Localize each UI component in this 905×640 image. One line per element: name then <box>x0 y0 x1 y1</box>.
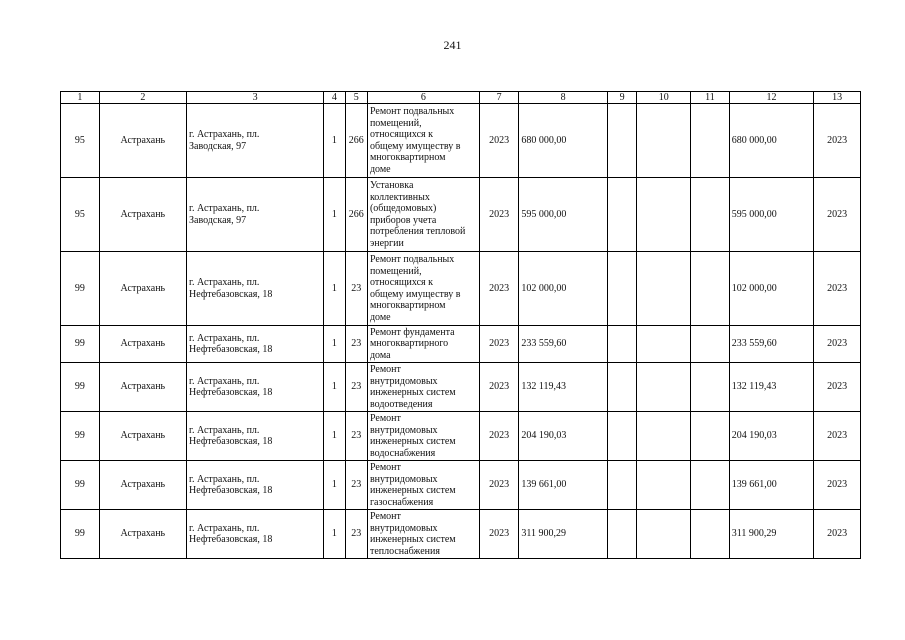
empty-cell <box>607 104 636 178</box>
address-line: Нефтебазовская, 18 <box>189 436 273 447</box>
year-cell: 2023 <box>479 461 519 510</box>
work-type-line: внутридомовых <box>369 522 438 534</box>
object-number: 99 <box>61 412 100 461</box>
empty-cell <box>637 363 691 412</box>
cost-total: 233 559,60 <box>519 326 607 363</box>
work-type-line: многоквартирного <box>369 338 449 350</box>
work-type-line: Ремонт подвальных <box>369 106 455 117</box>
work-type <box>367 412 479 461</box>
empty-cell <box>607 461 636 510</box>
header-cell: 4 <box>324 92 345 104</box>
empty-cell <box>691 510 730 559</box>
address-line: г. Астрахань, пл. <box>189 277 260 288</box>
count-cell: 1 <box>324 326 345 363</box>
code-cell: 23 <box>345 363 367 412</box>
object-number: 95 <box>61 104 100 178</box>
count-cell: 1 <box>324 252 345 326</box>
table-row <box>61 252 861 326</box>
object-number: 99 <box>61 510 100 559</box>
year-cell: 2023 <box>479 178 519 252</box>
municipality: Астрахань <box>99 510 186 559</box>
object-number: 99 <box>61 363 100 412</box>
header-cell: 11 <box>691 92 730 104</box>
table-row <box>61 178 861 252</box>
count-cell: 1 <box>324 104 345 178</box>
header-cell: 9 <box>607 92 636 104</box>
table-row <box>61 461 861 510</box>
work-type <box>367 363 479 412</box>
table-row <box>61 510 861 559</box>
work-type-line: помещений, <box>369 117 422 129</box>
empty-cell <box>637 178 691 252</box>
work-type-line: Ремонт <box>369 511 401 522</box>
header-cell: 13 <box>814 92 861 104</box>
empty-cell <box>637 461 691 510</box>
empty-cell <box>607 326 636 363</box>
address-line: Нефтебазовская, 18 <box>189 344 273 355</box>
year-cell: 2023 <box>479 252 519 326</box>
empty-cell <box>607 510 636 559</box>
cost-fund: 680 000,00 <box>729 104 813 178</box>
empty-cell <box>607 178 636 252</box>
empty-cell <box>691 104 730 178</box>
cost-fund: 139 661,00 <box>729 461 813 510</box>
municipality: Астрахань <box>99 461 186 510</box>
cost-total: 595 000,00 <box>519 178 607 252</box>
empty-cell <box>691 178 730 252</box>
empty-cell <box>637 252 691 326</box>
object-number: 99 <box>61 252 100 326</box>
address-cell <box>187 461 324 510</box>
work-type-line: доме <box>369 163 391 175</box>
code-cell: 23 <box>345 412 367 461</box>
work-type-line: потребления тепловой <box>369 226 466 237</box>
work-type-line: теплоснабжения <box>369 545 440 557</box>
cost-fund: 132 119,43 <box>729 363 813 412</box>
header-cell: 8 <box>519 92 607 104</box>
address-cell <box>187 178 324 252</box>
header-cell: 10 <box>637 92 691 104</box>
work-type-line: многоквартирном <box>369 152 446 163</box>
cost-fund: 311 900,29 <box>729 510 813 559</box>
cost-total: 132 119,43 <box>519 363 607 412</box>
address-cell <box>187 326 324 363</box>
work-type-line: доме <box>369 311 391 323</box>
object-number: 99 <box>61 461 100 510</box>
work-type-line: Ремонт <box>369 364 401 375</box>
work-type-line: внутридомовых <box>369 424 438 436</box>
empty-cell <box>637 104 691 178</box>
address-cell <box>187 252 324 326</box>
code-cell: 23 <box>345 510 367 559</box>
address-line: г. Астрахань, пл. <box>189 522 260 534</box>
register-table <box>60 91 861 559</box>
empty-cell <box>607 252 636 326</box>
table-row <box>61 104 861 178</box>
work-type-line: внутридомовых <box>369 375 438 387</box>
header-cell: 5 <box>345 92 367 104</box>
code-cell: 23 <box>345 461 367 510</box>
count-cell: 1 <box>324 412 345 461</box>
work-type-line: коллективных <box>369 191 430 203</box>
empty-cell <box>607 363 636 412</box>
work-type-line: многоквартирном <box>369 300 446 311</box>
year-cell: 2023 <box>479 104 519 178</box>
table-row <box>61 326 861 363</box>
cost-total: 680 000,00 <box>519 104 607 178</box>
work-type-line: инженерных систем <box>369 387 456 398</box>
empty-cell <box>637 326 691 363</box>
cost-total: 204 190,03 <box>519 412 607 461</box>
completion-year: 2023 <box>814 326 861 363</box>
address-line: Заводская, 97 <box>189 214 247 226</box>
work-type-line: относящихся к <box>369 129 433 140</box>
completion-year: 2023 <box>814 363 861 412</box>
empty-cell <box>637 412 691 461</box>
count-cell: 1 <box>324 461 345 510</box>
work-type-line: энергии <box>369 237 404 249</box>
count-cell: 1 <box>324 510 345 559</box>
work-type-line: инженерных систем <box>369 485 456 496</box>
cost-total: 139 661,00 <box>519 461 607 510</box>
work-type <box>367 178 479 252</box>
header-cell: 2 <box>99 92 186 104</box>
completion-year: 2023 <box>814 510 861 559</box>
header-cell: 12 <box>729 92 813 104</box>
address-line: г. Астрахань, пл. <box>189 332 260 344</box>
address-cell <box>187 363 324 412</box>
completion-year: 2023 <box>814 252 861 326</box>
work-type-line: общему имуществу в <box>369 288 461 300</box>
municipality: Астрахань <box>99 326 186 363</box>
work-type-line: Ремонт <box>369 462 401 473</box>
year-cell: 2023 <box>479 412 519 461</box>
empty-cell <box>607 412 636 461</box>
cost-fund: 102 000,00 <box>729 252 813 326</box>
work-type <box>367 461 479 510</box>
completion-year: 2023 <box>814 412 861 461</box>
work-type-line: общему имуществу в <box>369 140 461 152</box>
cost-fund: 595 000,00 <box>729 178 813 252</box>
work-type-line: помещений, <box>369 265 422 277</box>
empty-cell <box>691 461 730 510</box>
work-type-line: инженерных систем <box>369 436 456 447</box>
work-type <box>367 104 479 178</box>
year-cell: 2023 <box>479 510 519 559</box>
object-number: 99 <box>61 326 100 363</box>
table-row <box>61 412 861 461</box>
address-line: г. Астрахань, пл. <box>189 375 260 387</box>
header-cell: 3 <box>187 92 324 104</box>
empty-cell <box>691 326 730 363</box>
address-line: Нефтебазовская, 18 <box>189 387 273 398</box>
work-type-line: Ремонт подвальных <box>369 254 455 265</box>
completion-year: 2023 <box>814 104 861 178</box>
work-type-line: относящихся к <box>369 277 433 288</box>
table-row <box>61 363 861 412</box>
work-type-line: Ремонт <box>369 413 401 424</box>
header-cell: 6 <box>367 92 479 104</box>
work-type-line: водоснабжения <box>369 447 436 459</box>
header-cell: 7 <box>479 92 519 104</box>
count-cell: 1 <box>324 178 345 252</box>
work-type-line: Ремонт фундамента <box>369 326 455 338</box>
municipality: Астрахань <box>99 412 186 461</box>
work-type <box>367 326 479 363</box>
work-type-line: приборов учета <box>369 214 437 226</box>
page-number: 241 <box>443 38 462 52</box>
empty-cell <box>691 363 730 412</box>
completion-year: 2023 <box>814 461 861 510</box>
completion-year: 2023 <box>814 178 861 252</box>
year-cell: 2023 <box>479 363 519 412</box>
code-cell: 23 <box>345 326 367 363</box>
address-line: г. Астрахань, пл. <box>189 129 260 140</box>
work-type-line: инженерных систем <box>369 534 456 545</box>
code-cell: 266 <box>345 178 367 252</box>
work-type-line: Установка <box>369 180 414 191</box>
cost-total: 311 900,29 <box>519 510 607 559</box>
work-type-line: дома <box>369 349 391 361</box>
address-cell <box>187 104 324 178</box>
address-line: г. Астрахань, пл. <box>189 473 260 485</box>
count-cell: 1 <box>324 363 345 412</box>
municipality: Астрахань <box>99 178 186 252</box>
year-cell: 2023 <box>479 326 519 363</box>
address-cell <box>187 510 324 559</box>
empty-cell <box>691 252 730 326</box>
municipality: Астрахань <box>99 363 186 412</box>
cost-fund: 204 190,03 <box>729 412 813 461</box>
address-line: Заводская, 97 <box>189 140 247 152</box>
header-row <box>61 92 861 104</box>
address-line: г. Астрахань, пл. <box>189 203 260 214</box>
municipality: Астрахань <box>99 252 186 326</box>
work-type-line: водоотведения <box>369 398 433 410</box>
code-cell: 266 <box>345 104 367 178</box>
cost-fund: 233 559,60 <box>729 326 813 363</box>
address-line: Нефтебазовская, 18 <box>189 485 273 496</box>
address-line: г. Астрахань, пл. <box>189 424 260 436</box>
address-cell <box>187 412 324 461</box>
municipality: Астрахань <box>99 104 186 178</box>
header-cell: 1 <box>61 92 100 104</box>
code-cell: 23 <box>345 252 367 326</box>
object-number: 95 <box>61 178 100 252</box>
empty-cell <box>637 510 691 559</box>
work-type-line: внутридомовых <box>369 473 438 485</box>
work-type-line: (общедомовых) <box>369 203 437 214</box>
work-type <box>367 252 479 326</box>
address-line: Нефтебазовская, 18 <box>189 288 273 300</box>
work-type <box>367 510 479 559</box>
work-type-line: газоснабжения <box>369 496 434 508</box>
empty-cell <box>691 412 730 461</box>
address-line: Нефтебазовская, 18 <box>189 534 273 545</box>
cost-total: 102 000,00 <box>519 252 607 326</box>
